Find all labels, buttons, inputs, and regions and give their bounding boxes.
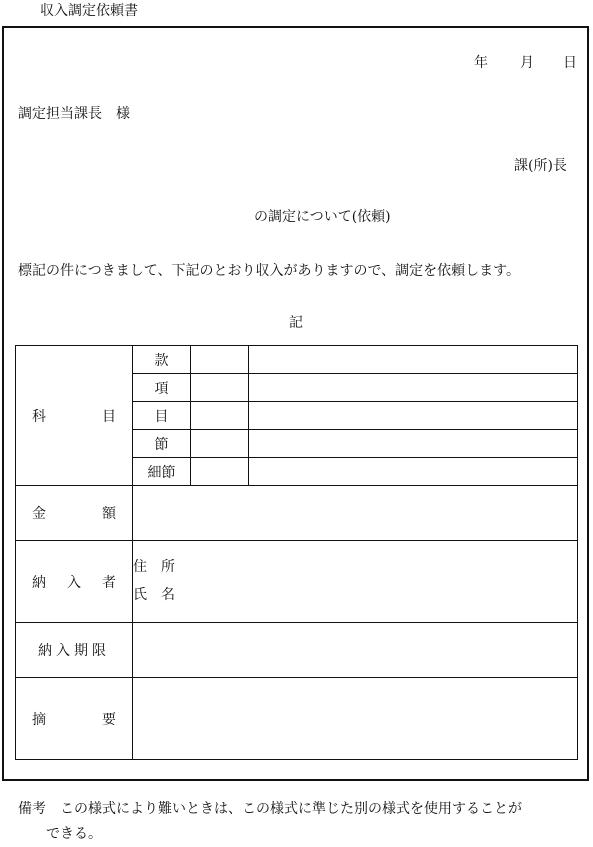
kamoku-code-cell[interactable] [191, 346, 249, 374]
date-day-label: 日 [563, 55, 577, 71]
kingaku-label-left: 金 [32, 506, 46, 522]
kamoku-sub-label: 目 [133, 402, 191, 430]
addressee: 調定担当課長 様 [18, 106, 130, 122]
kamoku-sub-label: 項 [133, 374, 191, 402]
kamoku-code-cell[interactable] [191, 458, 249, 486]
form-title: 収入調定依頼書 [40, 3, 138, 19]
nounyusha-label [16, 541, 133, 623]
nounyusha-label-char: 入 [67, 574, 81, 591]
kamoku-label-left: 科 [32, 408, 46, 425]
nounyusha-value-cell[interactable] [133, 541, 578, 623]
ki-heading: 記 [289, 315, 303, 331]
notes [18, 797, 588, 847]
kigen-label-text: 納入期限 [38, 643, 110, 659]
kamoku-label [16, 346, 133, 486]
nounyusha-label-char: 納 [32, 574, 46, 591]
name-label: 氏 名 [133, 587, 175, 603]
date-month-label: 月 [520, 55, 534, 71]
sender: 課(所)長 [514, 158, 567, 174]
notes-line-2: できる。 [46, 826, 102, 842]
kingaku-label-right: 額 [102, 506, 116, 522]
kamoku-sub-label: 款 [133, 346, 191, 374]
kingaku-value-cell[interactable] [133, 486, 578, 541]
kigen-value-cell[interactable] [133, 623, 578, 678]
tekiyo-label-left: 摘 [32, 711, 46, 728]
kamoku-row-kan [16, 346, 578, 374]
kamoku-sub-label: 節 [133, 430, 191, 458]
nounyusha-label-char: 者 [102, 574, 116, 591]
kamoku-sub-label: 細節 [133, 458, 191, 486]
kamoku-label-right: 目 [102, 408, 116, 425]
kamoku-value-cell[interactable] [249, 458, 578, 486]
nounyusha-row [16, 541, 578, 623]
date-year-label: 年 [474, 55, 488, 71]
kigen-label [16, 623, 133, 678]
subject: の調定について(依頼) [254, 209, 391, 225]
tekiyo-value-cell[interactable] [133, 678, 578, 760]
tekiyo-label [16, 678, 133, 760]
kamoku-code-cell[interactable] [191, 374, 249, 402]
kamoku-value-cell[interactable] [249, 346, 578, 374]
kamoku-value-cell[interactable] [249, 430, 578, 458]
notes-line-1: 備考 この様式により難いときは、この様式に準じた別の様式を使用することが [18, 801, 522, 817]
body-text: 標記の件につきまして、下記のとおり収入がありますので、調定を依頼します。 [18, 263, 521, 279]
kamoku-value-cell[interactable] [249, 402, 578, 430]
kingaku-row [16, 486, 578, 541]
kamoku-code-cell[interactable] [191, 402, 249, 430]
form-table [15, 345, 578, 760]
kamoku-code-cell[interactable] [191, 430, 249, 458]
tekiyo-row [16, 678, 578, 760]
address-label: 住 所 [133, 559, 175, 575]
kingaku-label [16, 486, 133, 541]
kamoku-value-cell[interactable] [249, 374, 578, 402]
kigen-row [16, 623, 578, 678]
tekiyo-label-right: 要 [102, 711, 116, 728]
